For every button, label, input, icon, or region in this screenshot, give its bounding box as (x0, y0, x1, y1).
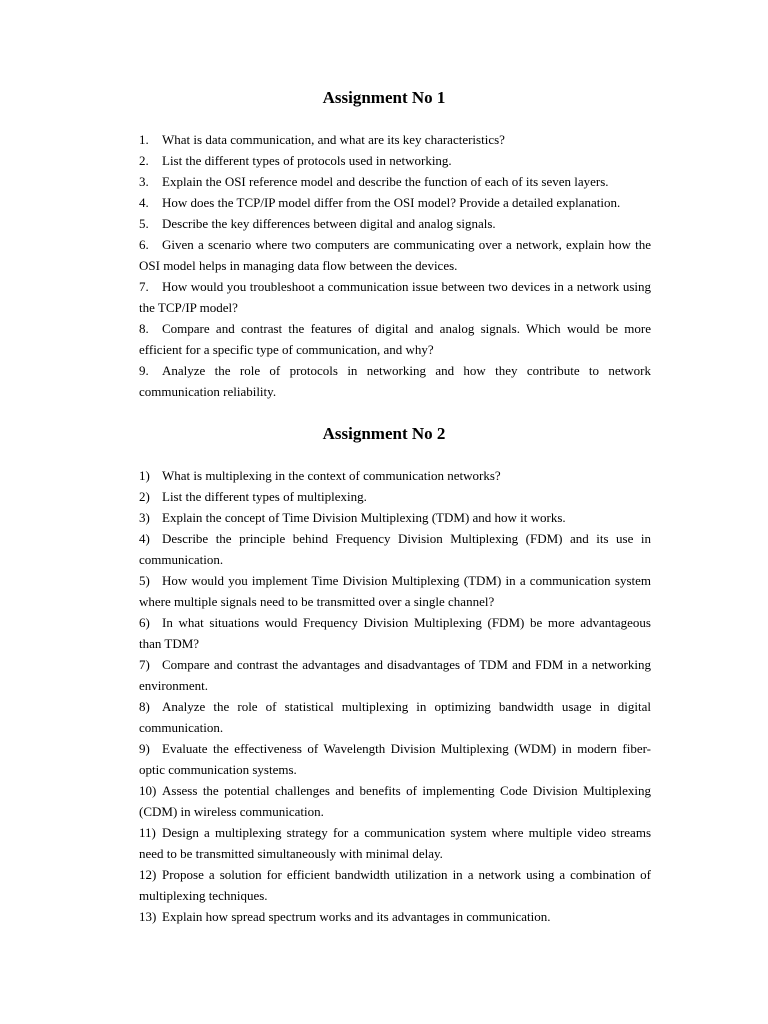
question-item (139, 570, 651, 612)
question-number: 6. (139, 237, 149, 252)
question-text: Compare and contrast the features of digital and analog signals. Which would be more efficient for a specific type of communication, and why? (139, 321, 651, 357)
question-number: 7) (139, 657, 150, 672)
question-item (139, 780, 651, 822)
question-text: Analyze the role of statistical multiplexing in optimizing bandwidth usage in digital communication. (139, 699, 651, 735)
question-item (139, 486, 651, 507)
question-item (139, 822, 651, 864)
question-text: Explain how spread spectrum works and its advantages in communication. (162, 909, 551, 924)
question-number: 1) (139, 468, 150, 483)
question-text: Compare and contrast the advantages and disadvantages of TDM and FDM in a networking environment. (139, 657, 651, 693)
question-number: 2) (139, 489, 150, 504)
question-number: 5) (139, 573, 150, 588)
question-number: 1. (139, 132, 149, 147)
question-text: In what situations would Frequency Division Multiplexing (FDM) be more advantageous than TDM? (139, 615, 651, 651)
question-text: How would you troubleshoot a communication issue between two devices in a network using the TCP/IP model? (139, 279, 651, 315)
question-item (139, 129, 651, 150)
question-number: 8) (139, 699, 150, 714)
question-text: Explain the OSI reference model and describe the function of each of its seven layers. (162, 174, 609, 189)
question-text: List the different types of protocols used in networking. (162, 153, 452, 168)
question-item (139, 528, 651, 570)
question-item (139, 318, 651, 360)
question-number: 7. (139, 279, 149, 294)
question-text: Assess the potential challenges and benefits of implementing Code Division Multiplexing (CDM) in wireless communication. (139, 783, 651, 819)
question-number: 8. (139, 321, 149, 336)
question-number: 2. (139, 153, 149, 168)
question-text: List the different types of multiplexing. (162, 489, 367, 504)
question-text: Design a multiplexing strategy for a communication system where multiple video streams need to be transmitted simultaneously with minimal delay. (139, 825, 651, 861)
assignment-1-title: Assignment No 1 (322, 88, 446, 107)
question-item (139, 864, 651, 906)
question-item (139, 612, 651, 654)
assignment-2-title: Assignment No 2 (322, 424, 446, 443)
question-item (139, 192, 651, 213)
question-text: Explain the concept of Time Division Multiplexing (TDM) and how it works. (162, 510, 566, 525)
question-number: 10) (139, 783, 157, 798)
question-number: 4. (139, 195, 149, 210)
question-number: 6) (139, 615, 150, 630)
question-number: 13) (139, 909, 157, 924)
question-item (139, 507, 651, 528)
question-item (139, 171, 651, 192)
question-text: What is data communication, and what are its key characteristics? (162, 132, 505, 147)
question-number: 9. (139, 363, 149, 378)
question-text: Analyze the role of protocols in networking and how they contribute to network communication reliability. (139, 363, 651, 399)
assignment-2-question-list (139, 465, 651, 927)
question-number: 3) (139, 510, 150, 525)
question-number: 3. (139, 174, 149, 189)
question-item (139, 150, 651, 171)
question-text: Describe the key differences between digital and analog signals. (162, 216, 496, 231)
question-item (139, 465, 651, 486)
question-number: 12) (139, 867, 157, 882)
question-number: 9) (139, 741, 150, 756)
question-item (139, 654, 651, 696)
question-text: Propose a solution for efficient bandwidth utilization in a network using a combination of multiplexing techniques. (139, 867, 651, 903)
question-text: How does the TCP/IP model differ from the OSI model? Provide a detailed explanation. (162, 195, 621, 210)
question-text: What is multiplexing in the context of communication networks? (162, 468, 501, 483)
question-item (139, 234, 651, 276)
question-number: 5. (139, 216, 149, 231)
question-number: 11) (139, 825, 156, 840)
question-item (139, 360, 651, 402)
question-number: 4) (139, 531, 150, 546)
question-item (139, 696, 651, 738)
question-text: Evaluate the effectiveness of Wavelength Division Multiplexing (WDM) in modern fiber-optic communication systems. (139, 741, 651, 777)
question-text: How would you implement Time Division Multiplexing (TDM) in a communication system where multiple signals need to be transmitted over a single channel? (139, 573, 651, 609)
question-text: Given a scenario where two computers are communicating over a network, explain how the OSI model helps in managing data flow between the devices. (139, 237, 651, 273)
question-item (139, 906, 651, 927)
question-item (139, 276, 651, 318)
question-item (139, 738, 651, 780)
question-text: Describe the principle behind Frequency Division Multiplexing (FDM) and its use in communication. (139, 531, 651, 567)
assignment-1-question-list (139, 129, 651, 402)
question-item (139, 213, 651, 234)
